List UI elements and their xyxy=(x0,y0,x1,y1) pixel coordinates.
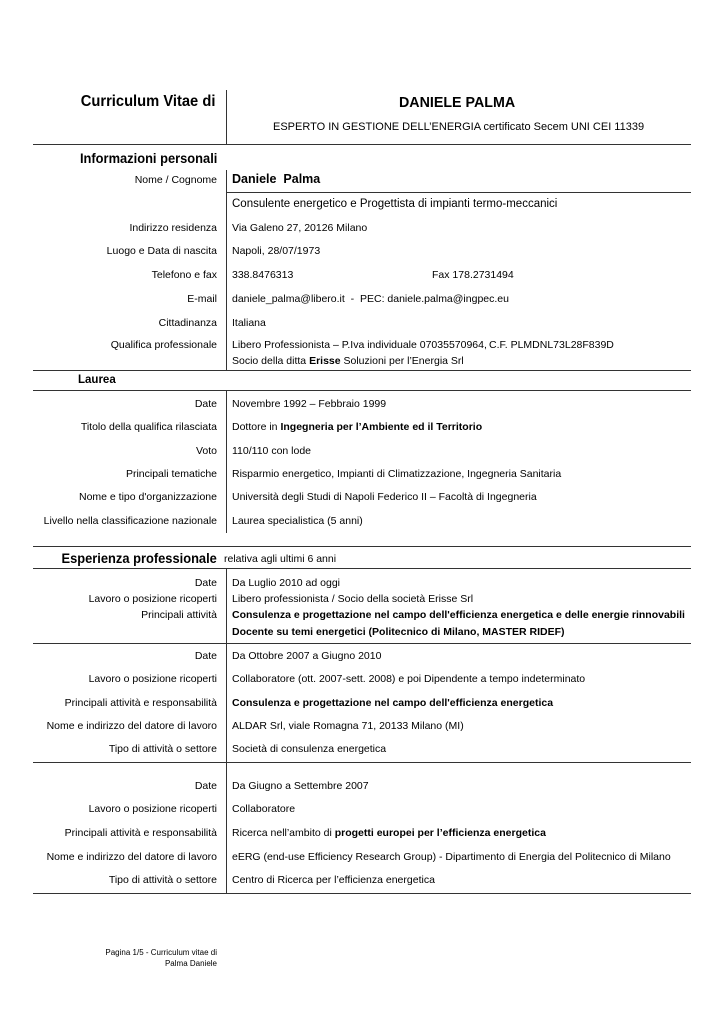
value-address: Via Galeno 27, 20126 Milano xyxy=(232,222,368,234)
page-footer xyxy=(105,947,217,969)
rule-experience-top xyxy=(33,568,691,569)
cv-name: DANIELE PALMA xyxy=(399,94,516,111)
value-job3-sector: Centro di Ricerca per l’efficienza energetica xyxy=(232,874,435,886)
value-edu-topics: Risparmio energetico, Impianti di Climatizzazione, Ingegneria Sanitaria xyxy=(232,468,562,480)
label-phone: Telefono e fax xyxy=(151,269,217,281)
value-citizenship: Italiana xyxy=(232,317,266,329)
value-job2-date: Da Ottobre 2007 a Giugno 2010 xyxy=(232,650,382,662)
value-name: Daniele Palma xyxy=(232,172,321,186)
value-fiscal-code: C.F. PLMDNL73L28F839D xyxy=(489,339,614,351)
cv-subtitle: ESPERTO IN GESTIONE DELL’ENERGIA certificato Secem UNI CEI 11339 xyxy=(273,121,645,133)
rule-experience-title xyxy=(33,546,691,547)
section-title-personal: Informazioni personali xyxy=(79,150,217,166)
column-divider-experience xyxy=(226,568,227,894)
rule-education-title xyxy=(33,390,691,391)
label-birth: Luogo e Data di nascita xyxy=(106,245,217,257)
rule-job1-bottom xyxy=(33,643,691,644)
value-job3-position: Collaboratore xyxy=(232,803,296,815)
label-job2-employer: Nome e indirizzo del datore di lavoro xyxy=(46,720,217,732)
value-edu-level: Laurea specialistica (5 anni) xyxy=(232,515,363,527)
label-job2-position: Lavoro o posizione ricoperti xyxy=(88,673,217,685)
value-birth: Napoli, 28/07/1973 xyxy=(232,245,321,257)
section-title-education: Laurea xyxy=(78,374,116,386)
label-job2-activities: Principali attività e responsabilità xyxy=(64,697,217,709)
value-job2-position: Collaboratore (ott. 2007-sett. 2008) e poi Dipendente a tempo indeterminato xyxy=(232,673,586,685)
section-title-experience: Esperienza professionale xyxy=(61,550,217,566)
label-job2-date: Date xyxy=(194,650,217,662)
label-job3-employer: Nome e indirizzo del datore di lavoro xyxy=(46,851,217,863)
value-job2-employer: ALDAR Srl, viale Romagna 71, 20133 Milano (MI) xyxy=(232,720,464,732)
section-note-experience: relativa agli ultimi 6 anni xyxy=(224,553,337,565)
label-email: E-mail xyxy=(187,293,217,305)
label-edu-org: Nome e tipo d'organizzazione xyxy=(78,491,217,503)
value-job1-activities-2: Docente su temi energetici (Politecnico di Milano, MASTER RIDEF) xyxy=(232,626,565,638)
cv-title: Curriculum Vitae di xyxy=(80,93,215,110)
label-job1-activities: Principali attività xyxy=(141,609,217,621)
value-job1-date: Da Luglio 2010 ad oggi xyxy=(232,577,341,589)
value-phone: 338.8476313 xyxy=(232,269,294,281)
column-divider-personal xyxy=(226,170,227,370)
value-job1-position: Libero professionista / Socio della società Erisse Srl xyxy=(232,593,474,605)
value-job3-activities: Ricerca nell’ambito di progetti europei per l’efficienza energetica xyxy=(232,827,546,839)
label-edu-level: Livello nella classificazione nazionale xyxy=(43,515,217,527)
value-email[interactable]: daniele_palma@libero.it - PEC: daniele.palma@ingpec.eu xyxy=(232,293,509,305)
footer-line-2: Palma Daniele xyxy=(164,959,217,968)
column-divider-education xyxy=(226,391,227,533)
label-job3-sector: Tipo di attività o settore xyxy=(108,874,217,886)
label-address: Indirizzo residenza xyxy=(129,222,217,234)
value-job1-activities-1: Consulenza e progettazione nel campo dell'efficienza energetica e delle energie rinnovabili xyxy=(232,609,685,621)
value-edu-title: Dottore in Ingegneria per l’Ambiente ed il Territorio xyxy=(232,421,483,433)
value-qualification-line2: Socio della ditta Erisse Soluzioni per l’Energia Srl xyxy=(232,355,464,367)
rule-header-bottom xyxy=(33,144,691,145)
label-qualification: Qualifica professionale xyxy=(110,339,217,351)
value-job2-activities: Consulenza e progettazione nel campo dell'efficienza energetica xyxy=(232,697,554,709)
rule-job2-bottom xyxy=(33,762,691,763)
rule-personal-bottom xyxy=(33,370,691,371)
value-job3-date: Da Giugno a Settembre 2007 xyxy=(232,780,369,792)
label-job3-date: Date xyxy=(194,780,217,792)
label-edu-date: Date xyxy=(194,398,217,410)
label-edu-title: Titolo della qualifica rilasciata xyxy=(80,421,217,433)
value-qualification-line1: Libero Professionista – P.Iva individuale 07035570964, xyxy=(232,339,487,351)
header-divider xyxy=(226,90,227,144)
label-name: Nome / Cognome xyxy=(134,174,217,186)
label-job2-sector: Tipo di attività o settore xyxy=(108,743,217,755)
label-citizenship: Cittadinanza xyxy=(158,317,217,329)
value-edu-date: Novembre 1992 – Febbraio 1999 xyxy=(232,398,387,410)
label-edu-grade: Voto xyxy=(195,445,217,457)
value-role: Consulente energetico e Progettista di impianti termo-meccanici xyxy=(232,198,558,210)
label-edu-topics: Principali tematiche xyxy=(125,468,217,480)
label-job3-activities: Principali attività e responsabilità xyxy=(64,827,217,839)
footer-line-1: Pagina 1/5 - Curriculum vitae di xyxy=(105,948,217,957)
value-fax: Fax 178.2731494 xyxy=(432,269,514,281)
label-job3-position: Lavoro o posizione ricoperti xyxy=(88,803,217,815)
value-job2-sector: Società di consulenza energetica xyxy=(232,743,387,755)
rule-job3-bottom xyxy=(33,893,691,894)
value-job3-employer: eERG (end-use Efficiency Research Group) - Dipartimento di Energia del Politecnico di Milano xyxy=(232,851,671,863)
label-job1-position: Lavoro o posizione ricoperti xyxy=(88,593,217,605)
label-job1-date: Date xyxy=(194,577,217,589)
value-edu-org: Università degli Studi di Napoli Federico II – Facoltà di Ingegneria xyxy=(232,491,537,503)
value-edu-grade: 110/110 con lode xyxy=(232,445,312,457)
rule-personal-name xyxy=(226,192,691,193)
